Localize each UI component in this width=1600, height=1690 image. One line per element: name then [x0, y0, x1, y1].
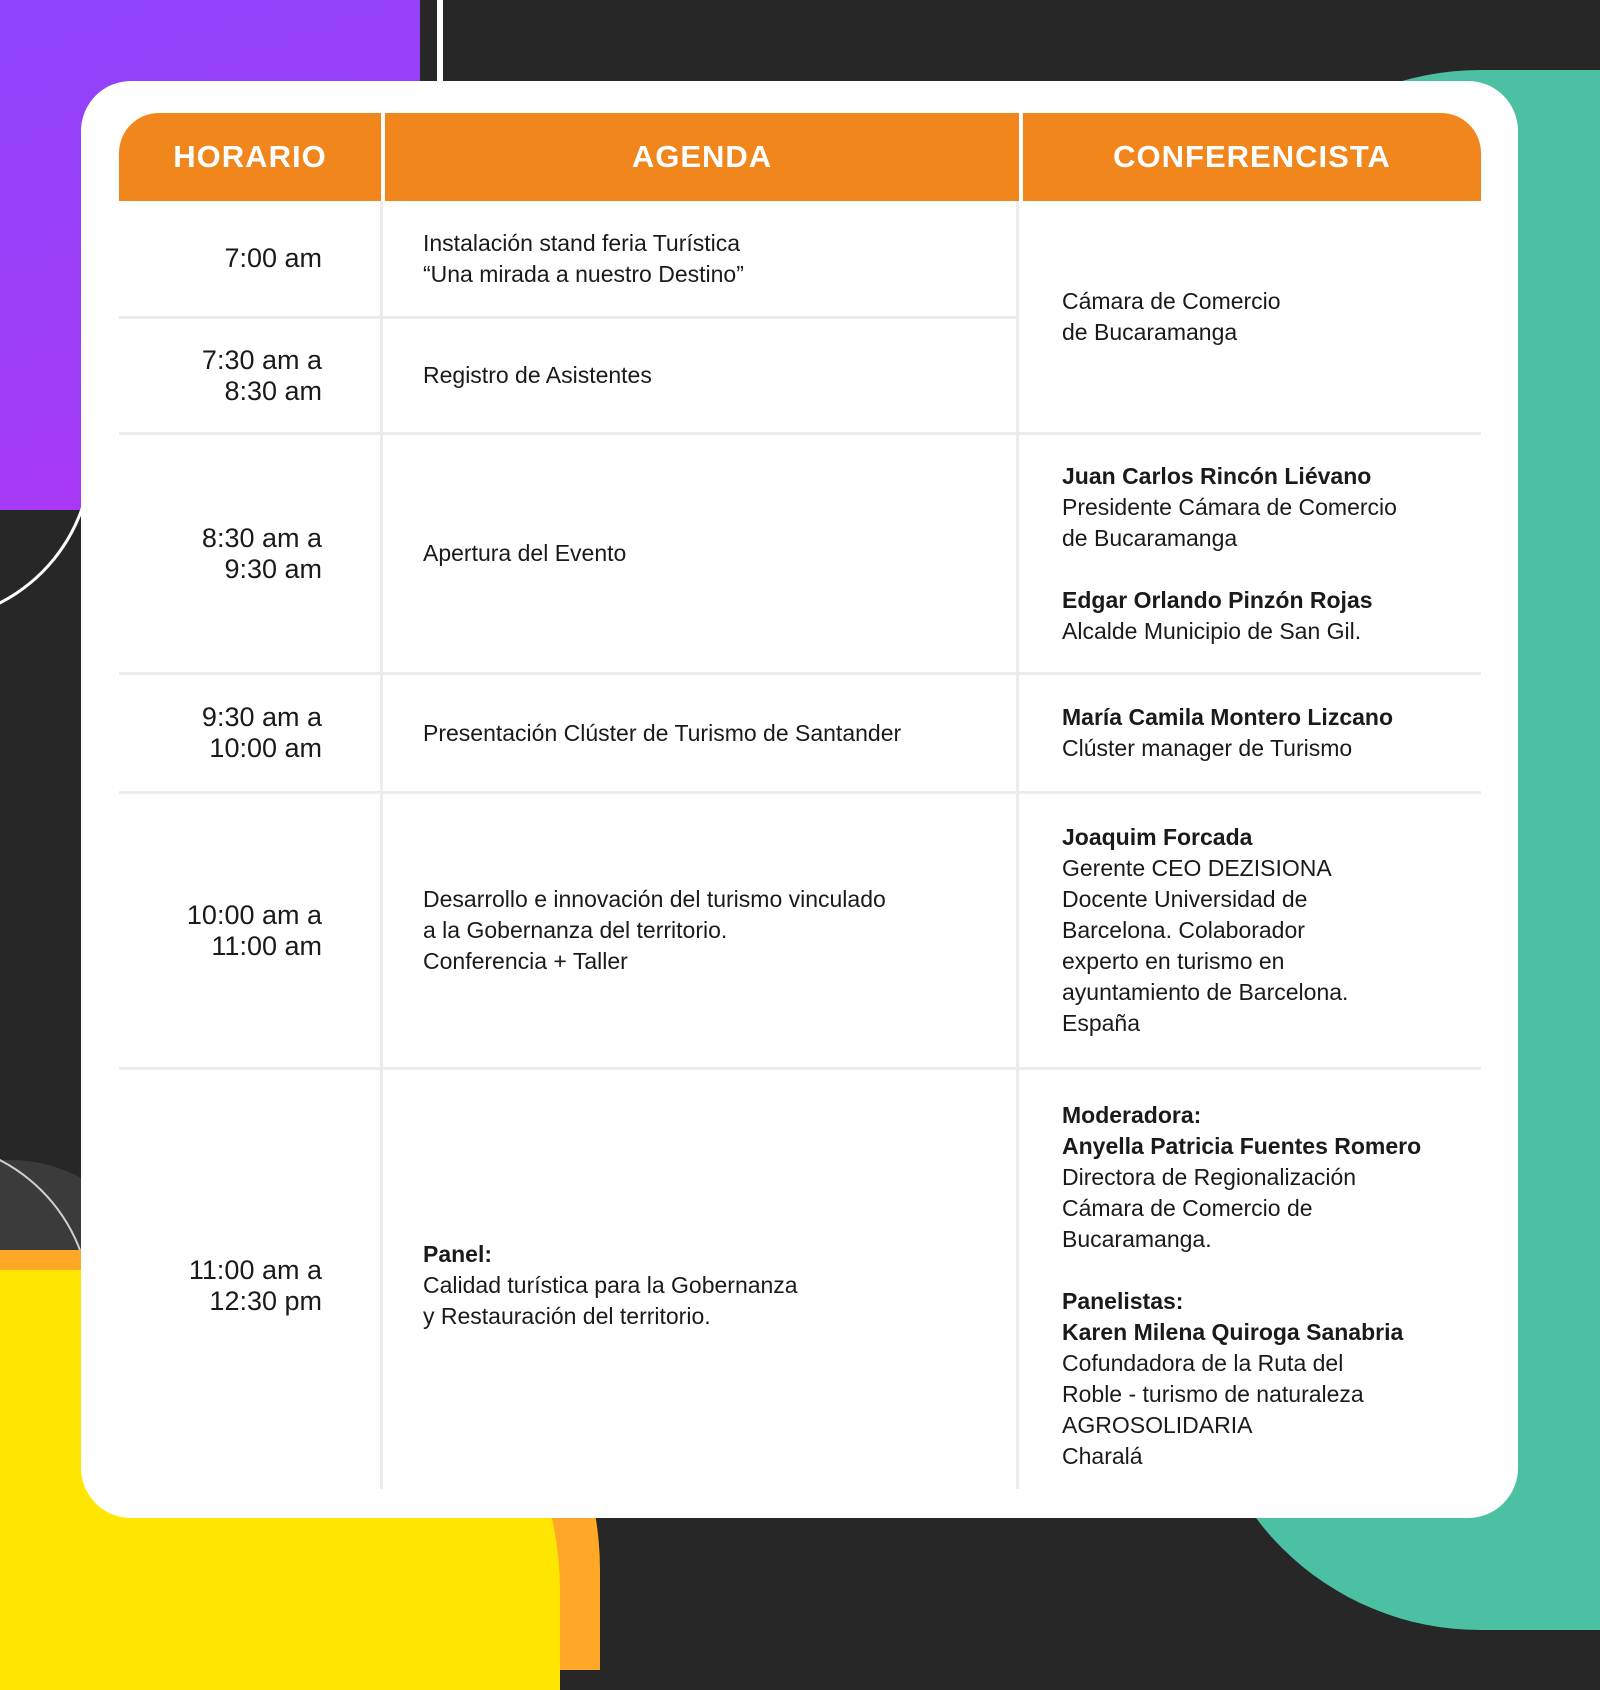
- background-arc: [0, 450, 93, 623]
- speaker-role: Barcelona. Colaborador: [1062, 917, 1305, 943]
- time-text: 10:00 am a: [186, 899, 322, 930]
- table-row-time: [119, 319, 322, 432]
- speaker-role: de Bucaramanga: [1062, 524, 1238, 551]
- speaker-role: Presidente Cámara de Comercio: [1062, 493, 1397, 520]
- table-row-agenda: [423, 794, 1013, 1067]
- time-text: 7:00 am: [224, 243, 322, 273]
- speaker-cell: [1062, 794, 1482, 1067]
- header-agenda: AGENDA: [631, 139, 773, 174]
- table-row-time: [119, 794, 322, 1067]
- time-text: 9:30 am: [224, 553, 322, 584]
- column-divider: [1016, 201, 1019, 1489]
- agenda-text: y Restauración del territorio.: [423, 1303, 711, 1329]
- speaker-role: Directora de Regionalización: [1062, 1163, 1357, 1190]
- speaker-role: Bucaramanga.: [1062, 1225, 1212, 1252]
- time-text: 11:00 am: [211, 930, 322, 961]
- speaker-role: Gerente CEO DEZISIONA: [1062, 855, 1332, 881]
- time-text: 10:00 am: [209, 733, 322, 763]
- speaker-cell: [1062, 435, 1482, 672]
- time-text: 8:30 am a: [201, 522, 322, 553]
- table-row-time: [119, 675, 322, 791]
- table-row-time: [119, 1070, 322, 1501]
- speaker-role: experto en turismo en: [1062, 948, 1285, 974]
- agenda-text: a la Gobernanza del territorio.: [423, 917, 728, 943]
- agenda-text: Presentación Clúster de Turismo de Santander: [423, 719, 902, 746]
- speaker-role: Docente Universidad de: [1062, 886, 1308, 912]
- table-row-agenda: [423, 435, 1013, 672]
- speaker-role: Clúster manager de Turismo: [1062, 735, 1353, 761]
- table-row-time: [119, 201, 322, 316]
- time-text: 11:00 am a: [188, 1254, 322, 1285]
- speaker-role: Alcalde Municipio de San Gil.: [1062, 617, 1362, 644]
- agenda-text: Conferencia + Taller: [423, 948, 628, 974]
- table-row-agenda: [423, 1070, 1013, 1501]
- header-horario: HORARIO: [173, 139, 327, 174]
- spacer: [1062, 1255, 1482, 1286]
- agenda-text: Registro de Asistentes: [423, 362, 652, 388]
- speaker-role: Cofundadora de la Ruta del: [1062, 1349, 1344, 1376]
- speaker-cell: [1062, 201, 1462, 432]
- speaker-name: Edgar Orlando Pinzón Rojas: [1062, 586, 1373, 613]
- speaker-text: de Bucaramanga: [1062, 318, 1238, 345]
- time-text: 7:30 am a: [201, 344, 322, 375]
- speaker-name: Karen Milena Quiroga Sanabria: [1062, 1318, 1404, 1345]
- speaker-name: Juan Carlos Rincón Liévano: [1062, 462, 1372, 489]
- time-text: 8:30 am: [224, 375, 322, 406]
- speaker-role: Roble - turismo de naturaleza: [1062, 1380, 1364, 1407]
- agenda-text: Instalación stand feria Turística: [423, 229, 741, 256]
- time-text: 12:30 pm: [209, 1285, 322, 1316]
- spacer: [1062, 554, 1482, 585]
- speaker-role: España: [1062, 1010, 1141, 1036]
- column-divider: [380, 201, 383, 1489]
- table-row-time: [119, 435, 322, 672]
- table-row-agenda: [423, 319, 1013, 432]
- speaker-role: Cámara de Comercio de: [1062, 1194, 1313, 1221]
- speaker-role: ayuntamiento de Barcelona.: [1062, 979, 1349, 1005]
- speaker-role: AGROSOLIDARIA: [1062, 1411, 1253, 1438]
- agenda-text: Desarrollo e innovación del turismo vinculado: [423, 886, 886, 912]
- header-conferencista: CONFERENCISTA: [1113, 139, 1391, 174]
- speaker-cell: [1062, 675, 1482, 791]
- table-header: [119, 113, 1481, 201]
- agenda-text: “Una mirada a nuestro Destino”: [423, 260, 744, 287]
- table-row-agenda: [423, 201, 1013, 316]
- speaker-cell: [1062, 1070, 1482, 1501]
- moderator-label: Moderadora:: [1062, 1101, 1202, 1128]
- speaker-name: Anyella Patricia Fuentes Romero: [1062, 1132, 1422, 1159]
- time-text: 9:30 am a: [201, 702, 322, 732]
- speaker-role: Charalá: [1062, 1442, 1143, 1469]
- table-row-agenda: [423, 675, 1013, 791]
- agenda-text: Apertura del Evento: [423, 540, 627, 566]
- speaker-name: Joaquim Forcada: [1062, 824, 1253, 850]
- agenda-text: Calidad turística para la Gobernanza: [423, 1272, 798, 1298]
- speaker-name: María Camila Montero Lizcano: [1062, 704, 1394, 730]
- agenda-label: Panel:: [423, 1241, 493, 1267]
- speaker-text: Cámara de Comercio: [1062, 287, 1281, 314]
- panelists-label: Panelistas:: [1062, 1287, 1184, 1314]
